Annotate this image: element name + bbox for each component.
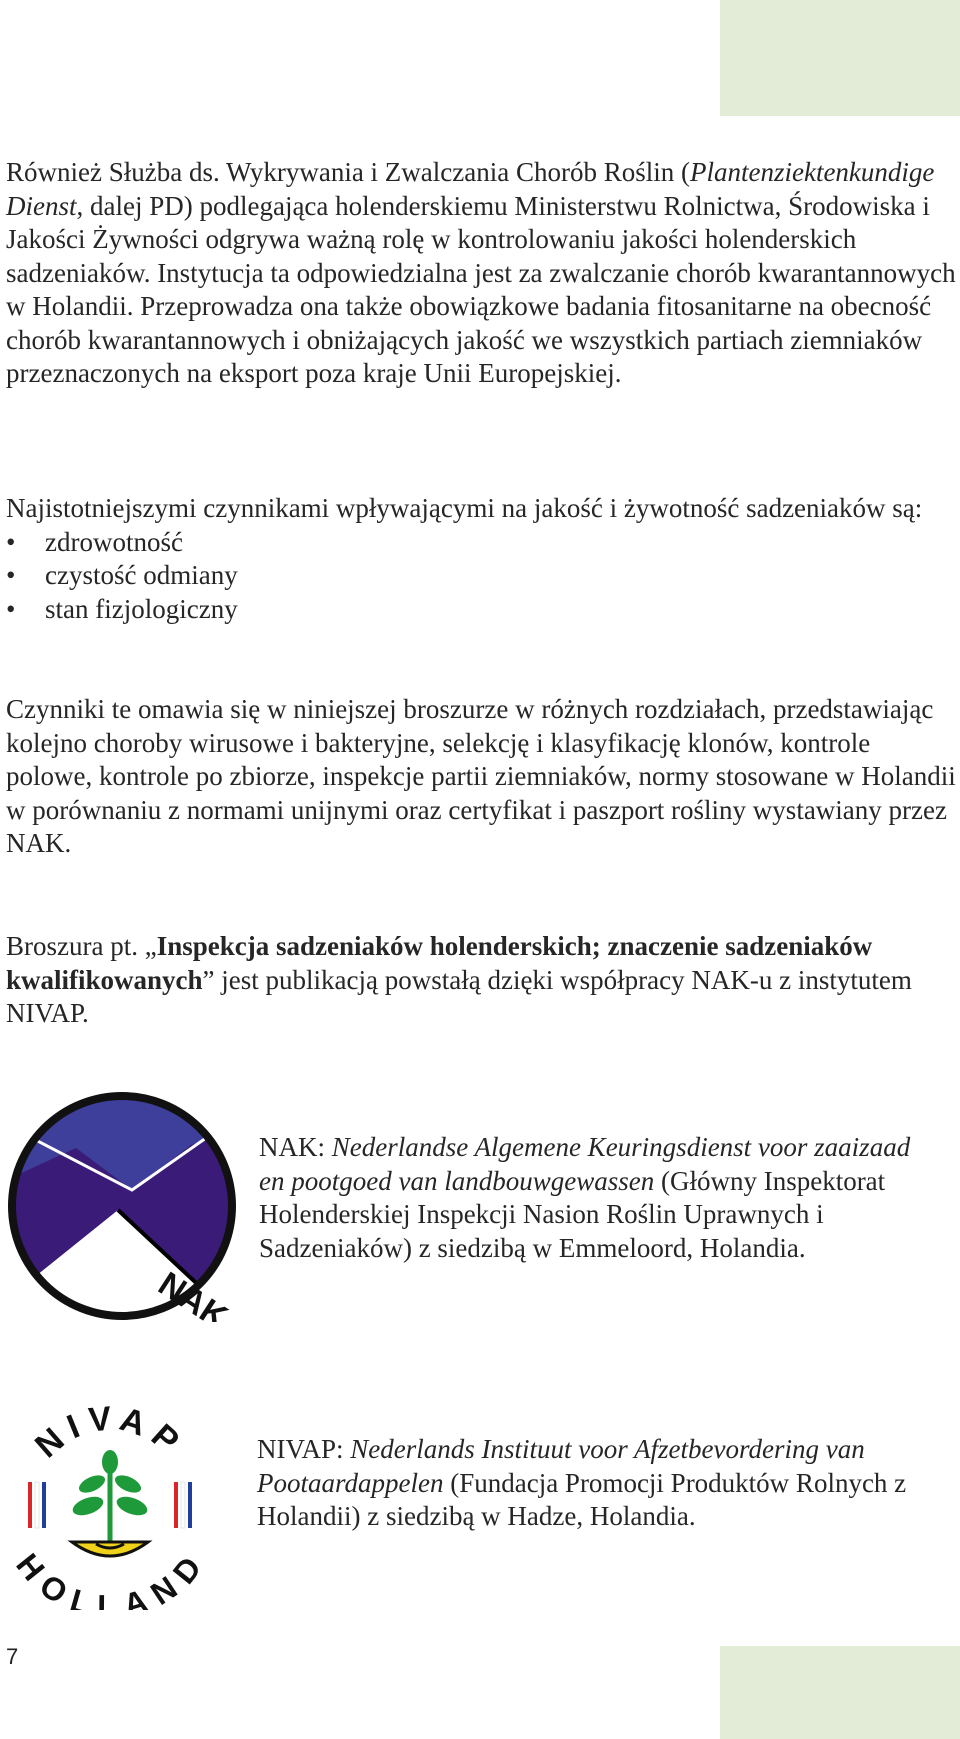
paragraph-1-lead: Również Służba ds. Wykrywania i Zwalczania Chorób Roślin ( bbox=[6, 157, 690, 187]
nak-logo-text: NAK bbox=[151, 1264, 235, 1322]
nak-italic-name: Nederlandse Algemene Keuringsdienst voor zaaizaad en pootgoed van landbouwgewassen bbox=[259, 1132, 911, 1196]
brochure-title: Inspekcja sadzeniaków holenderskich; znaczenie sadzeniaków kwalifikowanych bbox=[6, 931, 873, 995]
nak-caption bbox=[259, 1131, 919, 1265]
page-number: 7 bbox=[6, 1644, 19, 1669]
nak-description: (Główny Inspektorat Holenderskiej Inspekcji Nasion Roślin Uprawnych i Sadzeniaków) z siedzibą w Emmeloord, Holandia. bbox=[259, 1165, 886, 1263]
plant-icon bbox=[70, 1450, 150, 1556]
nivap-caption bbox=[257, 1433, 947, 1534]
factors-intro: Najistotniejszymi czynnikami wpływającymi na jakość i żywotność sadzeniaków są: bbox=[6, 493, 923, 523]
nak-label: NAK: bbox=[259, 1132, 332, 1162]
paragraph-chapters-overview bbox=[6, 693, 956, 861]
nivap-italic-name: Nederlands Instituut voor Afzetbevordering van Pootaardappelen bbox=[257, 1434, 865, 1498]
list-item: • zdrowotność bbox=[6, 526, 956, 560]
paragraph-4-lead: Broszura pt. „ bbox=[6, 931, 157, 961]
paragraph-4-rest: ” jest publikacją powstałą dzięki współpracy NAK-u z instytutem NIVAP. bbox=[6, 964, 912, 1028]
paragraph-pd-service bbox=[6, 156, 956, 391]
nak-logo bbox=[6, 1090, 238, 1322]
nivap-description: (Fundacja Promocji Produktów Rolnych z Holandii) z siedzibą w Hadze, Holandia. bbox=[257, 1467, 907, 1531]
pd-italic-name: Plantenziektenkundige Dienst bbox=[6, 157, 935, 221]
nivap-logo bbox=[6, 1402, 214, 1610]
nivap-logo-bottom-text: HOLLAND bbox=[9, 1546, 211, 1610]
decorative-corner-bottom bbox=[720, 1646, 960, 1739]
paragraph-1-rest: , dalej PD) podlegająca holenderskiemu Ministerstwu Rolnictwa, Środowiska i Jakości Żywności odgrywa ważną rolę w kontrolowaniu jakości holenderskich sadzeniaków. Instytucja ta odpowiedzialna jest za zwalczanie chorób kwarantannowych w Holandii. Przeprowadza ona także obowiązkowe badania fitosanitarne na obecność chorób kwarantannowych i obniżających jakość we wszystkich partiach ziemniaków przeznaczonych na eksport poza kraje Unii Europejskiej. bbox=[6, 190, 956, 388]
list-item: • stan fizjologiczny bbox=[6, 593, 956, 627]
factors-list bbox=[6, 526, 956, 627]
list-item: • czystość odmiany bbox=[6, 559, 956, 593]
decorative-corner-top bbox=[720, 0, 960, 116]
nivap-label: NIVAP: bbox=[257, 1434, 351, 1464]
paragraph-3-text: Czynniki te omawia się w niniejszej broszurze w różnych rozdziałach, przedstawiając kolejno choroby wirusowe i bakteryjne, selekcję i klasyfikację klonów, kontrole polowe, kontrole po zbiorze, inspekcje partii ziemniaków, normy stosowane w Holandii w porównaniu z normami unijnymi oraz certyfikat i paszport rośliny wystawiany przez NAK. bbox=[6, 694, 956, 858]
nivap-logo-top-text: NIVAP bbox=[28, 1402, 193, 1466]
paragraph-quality-factors bbox=[6, 492, 956, 626]
paragraph-brochure-title bbox=[6, 930, 956, 1031]
